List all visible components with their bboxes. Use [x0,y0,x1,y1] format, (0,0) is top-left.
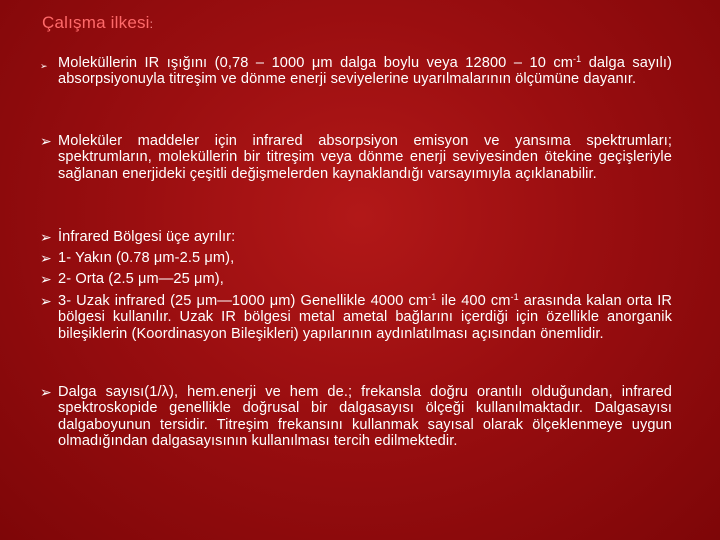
bullet-text-3: İnfrared Bölgesi üçe ayrılır: [58,229,236,245]
bullet-item-2 [40,133,672,182]
bullet-arrow-icon: ➢ [40,250,52,266]
slide-title-text: Çalışma ilkesi [42,13,150,32]
bullet-text-7: Dalga sayısı(1/λ), hem.enerji ve hem de.; frekansla doğru orantılı olduğundan, infrared spektroskopide genellikle doğrusal bir dalgasayısı ölçeği kullanılmaktadır. Dalgasayısı dalgaboyunun tersidir. Titreşim frekansını kullanmak sayısal olarak ölçeklenmeye uygun olmadığından dalgasayısının kullanılması tercih edilmektedir. [58,384,672,450]
bullet-item-3 [40,229,672,245]
slide-title [42,13,153,33]
bullet-1-text-a: Moleküllerin IR ışığını (0,78 – 1000 μm dalga boylu veya 12800 – 10 cm [58,55,574,71]
bullet-arrow-icon: ➢ [40,271,52,287]
bullet-1-sup: -1 [573,54,582,64]
bullet-arrow-icon: ➢ [40,61,48,71]
bullet-item-1 [40,54,672,88]
bullet-6-text-a: 3- Uzak infrared (25 μm—1000 μm) Genellikle 4000 cm [58,293,429,309]
bullet-6-text-b: ile 400 cm [436,293,511,309]
bullet-text-6 [58,293,672,342]
bullet-6-sup-2: -1 [510,292,519,302]
bullet-text-4: 1- Yakın (0.78 μm-2.5 μm), [58,250,235,266]
bullet-text-1 [58,55,672,88]
bullet-text-5: 2- Orta (2.5 μm—25 μm), [58,271,224,287]
bullet-item-4 [40,250,672,266]
bullet-arrow-icon: ➢ [40,293,52,309]
bullet-arrow-icon: ➢ [40,384,52,400]
bullet-item-6 [40,292,672,342]
bullet-item-5 [40,271,672,287]
slide-title-colon: : [149,17,154,31]
bullet-1-text-b: dalga sayılı) absorpsiyonuyla titreşim ve dönme enerji seviyelerine uyarılmalarının ölçümüne dayanır. [58,55,672,88]
bullet-text-2: Moleküler maddeler için infrared absorpsiyon emisyon ve yansıma spektrumları; spektrumların, moleküllerin bir titreşim veya dönme enerji seviyesinden ötekine geçişleriyle sağlanan enerjideki çeşitli değişmelerden kaynaklandığı varsayımıyla açıklanabilir. [58,133,672,182]
bullet-arrow-icon: ➢ [40,229,52,245]
bullet-arrow-icon: ➢ [40,133,52,149]
bullet-6-text-c: arasında kalan orta IR bölgesi kullanılır. Uzak IR bölgesi metal ametal bağlarını içerdiği için özellikle anorganik bileşiklerin (Koordinasyon Bileşikleri) yapılarının aydınlatılması açısından önemlidir. [58,293,672,342]
bullet-6-sup-1: -1 [428,292,437,302]
bullet-item-7 [40,384,672,450]
